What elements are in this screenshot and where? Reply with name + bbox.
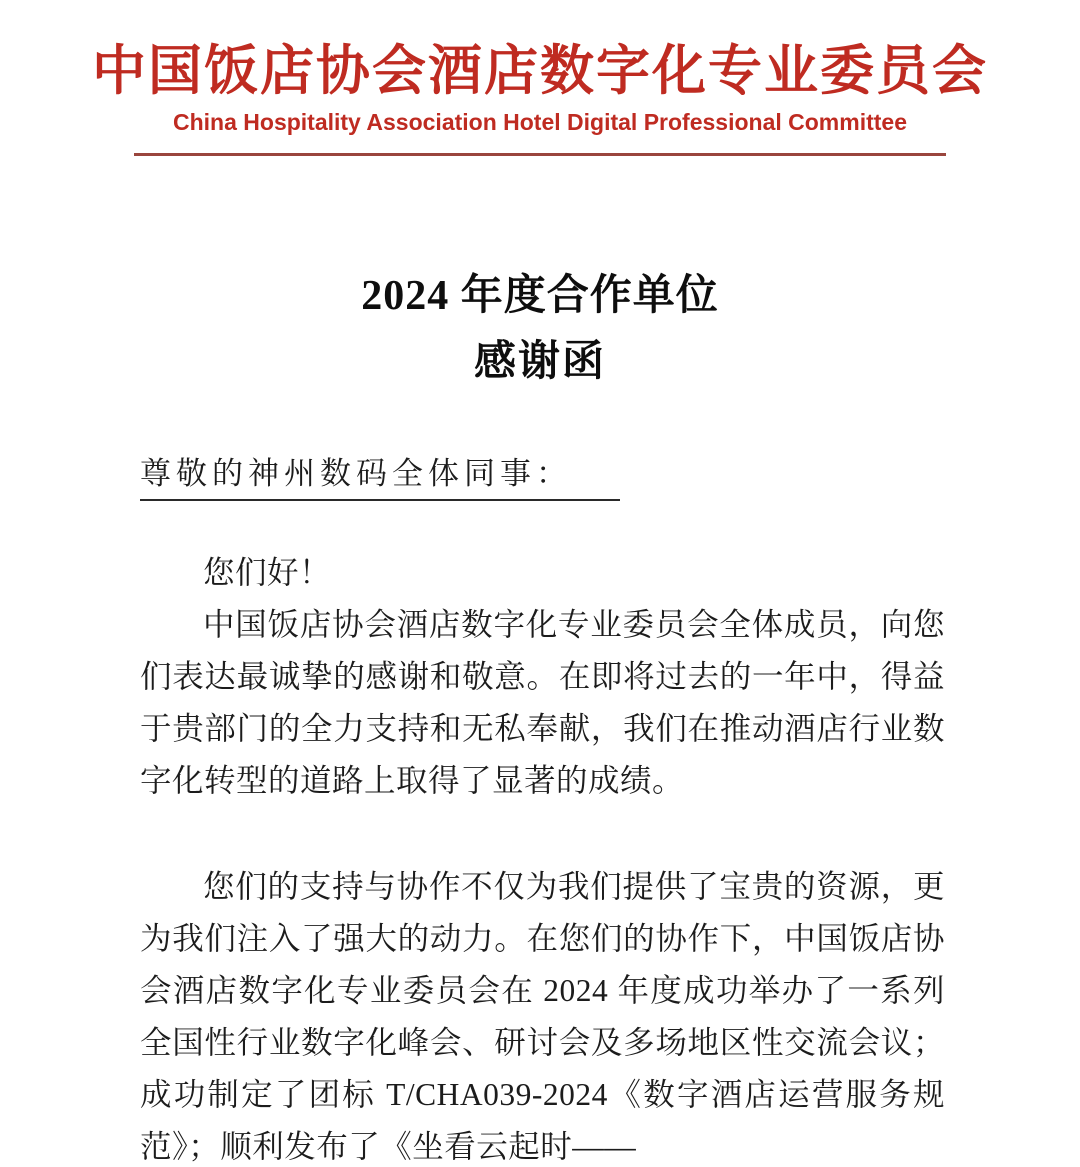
- paragraph-greeting: 您们好！: [203, 555, 332, 590]
- letterhead: [0, 0, 1080, 156]
- paragraph-thanks: 中国饭店协会酒店数字化专业委员会全体成员，向您们表达最诚挚的感谢和敬意。在即将过去的一年中，得益于贵部门的全力支持和无私奉献，我们在推动酒店行业数字化转型的道路上取得了显著的成绩。: [140, 607, 945, 798]
- paragraph-achievements: 您们的支持与协作不仅为我们提供了宝贵的资源，更为我们注入了强大的动力。在您们的协作下，中国饭店协会酒店数字化专业委员会在 2024 年度成功举办了一系列全国性行业数字化峰会、研讨会及多场地区性交流会议；成功制定了团标 T/CHA039-2024《数字酒店运营服务规范》；顺利发布了《坐看云起时——: [140, 869, 945, 1164]
- letterhead-title-en: China Hospitality Association Hotel Digital Professional Committee: [173, 109, 907, 135]
- letter-title-thanks-line: 感谢函: [473, 339, 606, 385]
- letterhead-title-cn: 中国饭店协会酒店数字化专业委员会: [92, 41, 988, 101]
- salutation-text: 尊敬的神州数码全体同事：: [140, 454, 620, 501]
- letter-body: [140, 547, 945, 1167]
- salutation-line: [140, 454, 1080, 501]
- letterhead-divider: [134, 153, 946, 156]
- letter-title: [0, 272, 1080, 386]
- letter-title-year-line: 2024 年度合作单位: [361, 273, 719, 319]
